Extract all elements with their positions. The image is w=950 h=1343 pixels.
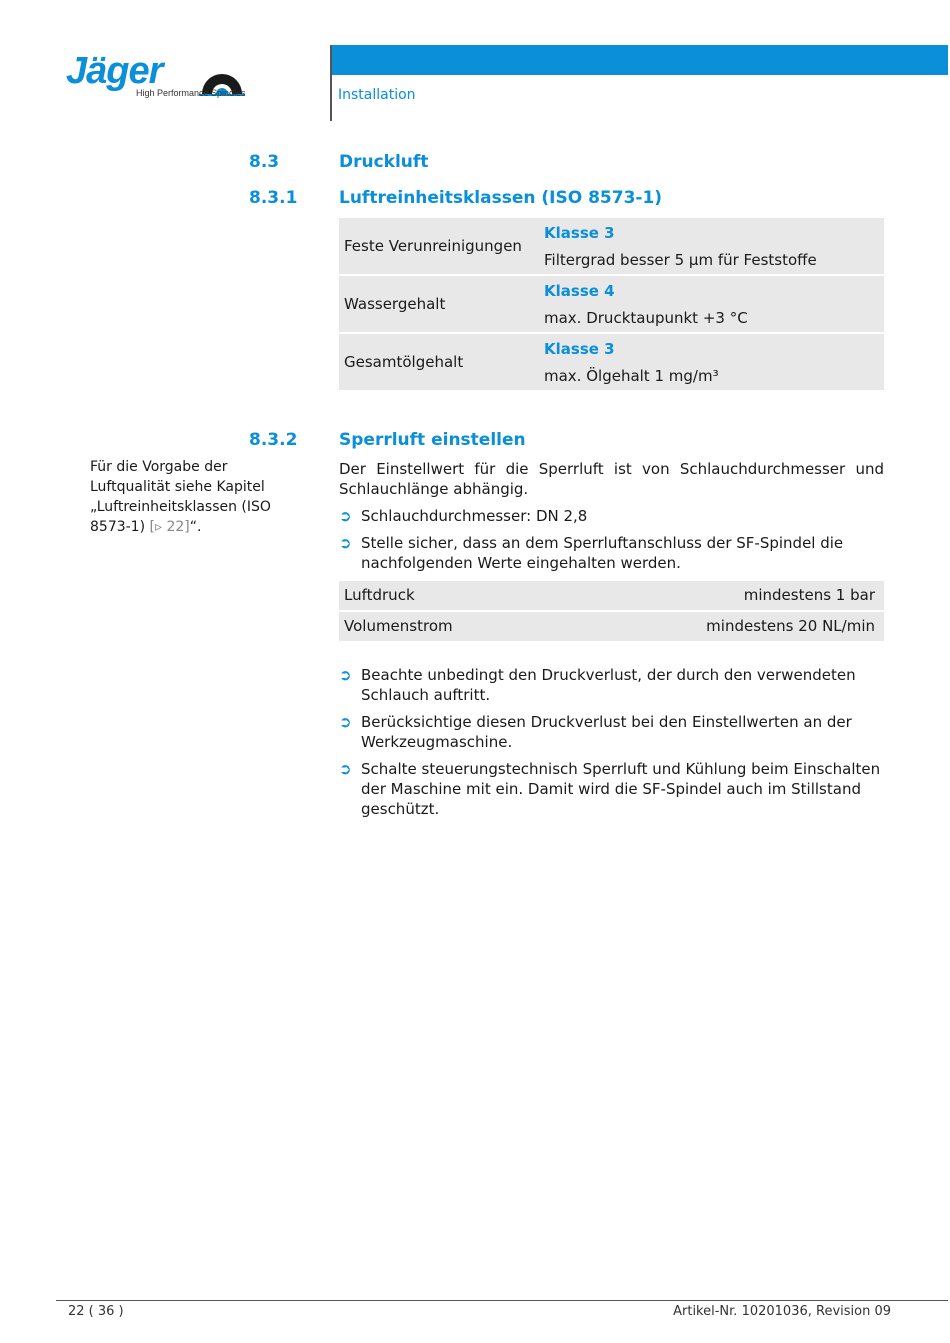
footer-divider — [56, 1300, 948, 1301]
purity-parameter: Wassergehalt — [344, 295, 446, 313]
purity-description: max. Ölgehalt 1 mg/m³ — [544, 367, 719, 385]
header-bar — [331, 45, 948, 75]
company-logo — [66, 50, 256, 106]
air-purity-table — [339, 218, 884, 392]
table-row — [339, 334, 884, 390]
table-row — [339, 581, 884, 610]
side-note — [90, 457, 300, 537]
intro-paragraph: Der Einstellwert für die Sperrluft ist von Schlauchdurchmesser und Schlauchlänge abhängig. — [339, 460, 884, 498]
sealing-air-values-table — [339, 581, 884, 643]
value-label: Volumenstrom — [344, 617, 453, 635]
purity-description: Filtergrad besser 5 µm für Feststoffe — [544, 251, 817, 269]
list-item-text: Schlauchdurchmesser: DN 2,8 — [361, 507, 588, 525]
article-number: Artikel-Nr. 10201036, Revision 09 — [673, 1304, 891, 1319]
purity-class: Klasse 3 — [544, 340, 615, 358]
arrow-bullet-icon: ➲ — [339, 666, 352, 684]
page-reference-link[interactable]: [▹ 22] — [149, 519, 190, 535]
purity-description: max. Drucktaupunkt +3 °C — [544, 309, 748, 327]
arrow-bullet-icon: ➲ — [339, 713, 352, 731]
list-item-text: Stelle sicher, dass an dem Sperrluftanschluss der SF-Spindel die nachfolgenden Werte eingehalten werden. — [361, 534, 844, 572]
logo-wordmark: Jäger — [66, 50, 163, 92]
header-divider — [330, 45, 332, 121]
header-section-label: Installation — [338, 87, 416, 103]
arrow-bullet-icon: ➲ — [339, 534, 352, 552]
arrow-bullet-icon: ➲ — [339, 507, 352, 525]
table-row — [339, 218, 884, 274]
side-note-end: “. — [189, 519, 202, 535]
side-note-text: Für die Vorgabe der Luftqualität siehe Kapitel „Luftreinheitsklassen (ISO 8573-1) — [90, 459, 271, 535]
value-label: Luftdruck — [344, 586, 415, 604]
table-row — [339, 612, 884, 641]
section-number-8-3: 8.3 — [249, 152, 280, 172]
section-title-8-3-2: Sperrluft einstellen — [339, 430, 526, 450]
arrow-bullet-icon: ➲ — [339, 760, 352, 778]
purity-class: Klasse 3 — [544, 224, 615, 242]
value-amount: mindestens 20 NL/min — [706, 617, 875, 635]
list-item-text: Beachte unbedingt den Druckverlust, der durch den verwendeten Schlauch auftritt. — [361, 666, 856, 704]
list-item-text: Schalte steuerungstechnisch Sperrluft und Kühlung beim Einschalten der Maschine mit ein. Damit wird die SF-Spindel auch im Stillstand geschützt. — [361, 760, 881, 818]
section-title-8-3-1: Luftreinheitsklassen (ISO 8573-1) — [339, 188, 663, 208]
purity-class: Klasse 4 — [544, 282, 615, 300]
purity-parameter: Gesamtölgehalt — [344, 353, 464, 371]
section-number-8-3-1: 8.3.1 — [249, 188, 298, 208]
value-amount: mindestens 1 bar — [743, 586, 875, 604]
table-row — [339, 276, 884, 332]
section-title-8-3: Druckluft — [339, 152, 429, 172]
page-number: 22 ( 36 ) — [68, 1304, 124, 1319]
list-item-text: Berücksichtige diesen Druckverlust bei den Einstellwerten an der Werkzeugmaschine. — [361, 713, 852, 751]
logo-tagline: High Performance Spindles — [136, 88, 246, 98]
purity-parameter: Feste Verunreinigungen — [344, 237, 522, 255]
section-number-8-3-2: 8.3.2 — [249, 430, 298, 450]
